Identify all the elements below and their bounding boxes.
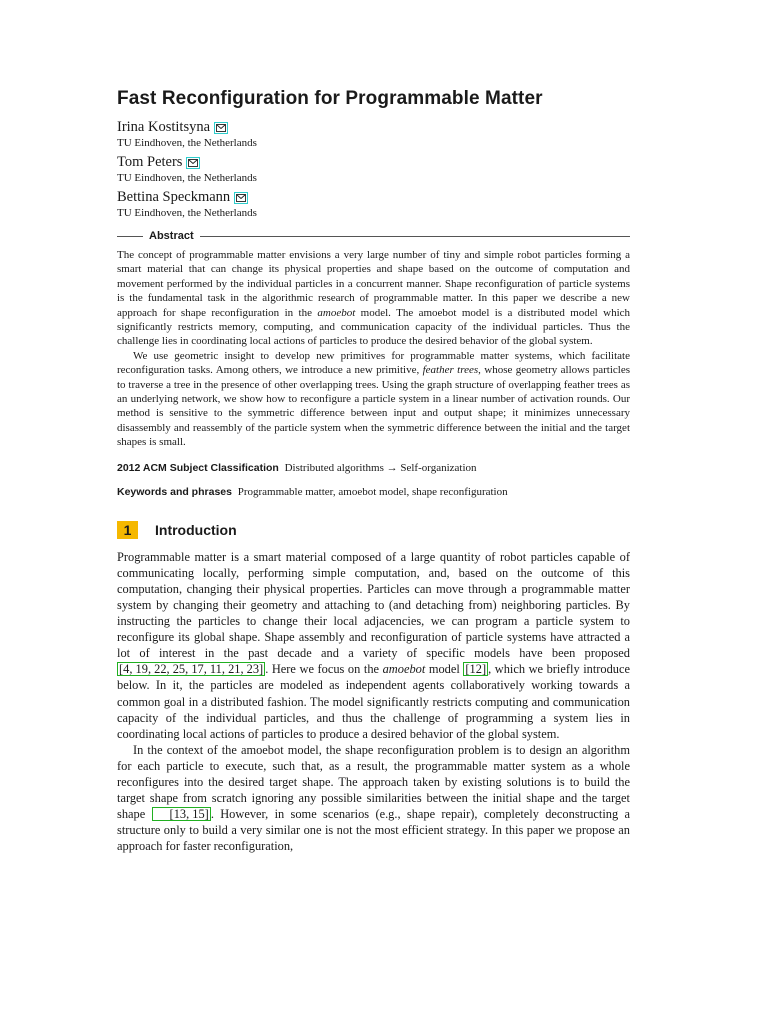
paper-title: Fast Reconfiguration for Programmable Matter (117, 88, 543, 109)
author-name-text: Tom Peters (117, 154, 183, 170)
emphasis: amoebot (317, 306, 356, 319)
citation-link[interactable]: [12] (465, 662, 487, 677)
author-name-text: Bettina Speckmann (117, 189, 231, 205)
intro-body (117, 549, 630, 855)
citation-number[interactable]: 21 (228, 662, 241, 677)
citation-number[interactable]: 13 (173, 807, 187, 822)
abstract-paragraph (117, 349, 630, 450)
text-run: . Here we focus on the (265, 662, 383, 677)
text-run: . However, in some scenarios (e.g., shape repair), completely deconstructing a structure only to build a very similar one is not the most efficient strategy. In this paper we propose an approach for faster reconfiguration, (117, 807, 631, 854)
author-name (117, 189, 630, 206)
abstract-paragraph (117, 248, 630, 349)
acm-value: Distributed algorithms → Self-organization (284, 461, 477, 474)
author-name-text: Irina Kostitsyna (117, 119, 211, 135)
author-affiliation: TU Eindhoven, the Netherlands (117, 137, 257, 149)
citation-number[interactable]: 15 (192, 807, 205, 822)
paper-page (117, 88, 630, 854)
citation-number[interactable]: 11 (209, 662, 222, 677)
text-run: In the context of the amoebot model, the shape reconfiguration problem is to design an algorithm for each particle to execute, such that, as a result, the programmable matter system as a whole reconfigures into the desired target shape. The approach taken by existing solutions is to build the target shape from scratch ignoring any possible similarities between the initial shape and the target shape (117, 742, 630, 822)
emphasis: amoebot (382, 662, 426, 677)
text-run: Programmable matter is a smart material composed of a large quantity of robot particles capable of communicating locally, performing simple computation, and, based on the outcome of this computation, changing their physical properties. Particles can move through a programmable matter system by changing their geometry and attaching to (and detaching from) neighboring particles. By instructing the particles to change their local adjacencies, we can program a particle system to reconfigure its global shape. Shape assembly and reconfiguration of particle systems have attracted a lot of interest in the past decade and a variety of specific models have been proposed (117, 549, 630, 661)
text-run: The concept of programmable matter envisions a very large number of tiny and simple robot particles forming a smart material that can change its physical properties and shape based on the outcome of computation and movement performed by the individual particles in a concurrent manner. Shape reconfiguration of particle systems is the fundamental task in the algorithmic research of programmable matter. In this paper we describe a new approach for shape reconfiguration in the (117, 249, 630, 319)
citation-number[interactable]: 4 (123, 662, 130, 677)
section-heading (117, 521, 630, 539)
text-run: model (425, 662, 464, 677)
citation-link[interactable]: [13, 15] (152, 807, 211, 821)
author-block (117, 154, 630, 185)
author-block (117, 189, 630, 220)
acm-label: 2012 ACM Subject Classification (117, 461, 279, 474)
citation-number[interactable]: 25 (172, 662, 186, 677)
abstract-heading: Abstract (149, 230, 194, 242)
text-run: We use geometric insight to develop new primitives for programmable matter systems, which facilitate reconfiguration tasks. Among others, we introduce a new primitive, (117, 349, 630, 377)
section-number: 1 (117, 521, 138, 539)
author-affiliation: TU Eindhoven, the Netherlands (117, 172, 257, 184)
author-name (117, 119, 630, 136)
body-paragraph (117, 742, 630, 855)
keywords-label: Keywords and phrases (117, 485, 232, 498)
author-block (117, 119, 630, 150)
envelope-icon[interactable] (234, 192, 248, 204)
emphasis: feather trees (422, 364, 479, 377)
envelope-icon[interactable] (186, 157, 200, 169)
abstract-divider (117, 230, 630, 242)
keywords (117, 485, 630, 499)
citation-number[interactable]: 19 (135, 662, 148, 677)
keywords-value: Programmable matter, amoebot model, shape reconfiguration (237, 485, 508, 498)
text-run: , which we briefly introduce below. In it, the particles are modeled as independent agents collaboratively working towards a common goal in a distributed fashion. The model significantly restricts computing and communication capacity of the individual particles, and thus the challenge of programming a system lies in coordinating local actions of particles to produce a desired behavior of the global system. (117, 662, 631, 741)
abstract-body (117, 248, 630, 450)
citation-link[interactable]: [4, 19, 22, 25, 17, 11, 21, 23] (119, 662, 264, 677)
text-run: model. The amoebot model is a distributed model which significantly restricts memory, computing, and communication capacity of the individual particles. Thus the challenge lies in coordinating local actions of particles to produce the desired behavior of the global system. (117, 306, 631, 348)
body-paragraph (117, 549, 630, 742)
acm-classification (117, 461, 630, 475)
divider-line (117, 236, 143, 237)
citation-number[interactable]: 12 (469, 662, 482, 677)
author-affiliation: TU Eindhoven, the Netherlands (117, 207, 257, 219)
envelope-icon[interactable] (214, 122, 228, 134)
citation-number[interactable]: 17 (191, 662, 204, 677)
text-run: , whose geometry allows particles to traverse a tree in the presence of other overlapping trees. Using the graph structure of overlapping feather trees as an underlying network, we show how to reconfigure a particle system in a linear number of activation rounds. Our method is sensitive to the symmetric difference between input and output shape; it minimizes unnecessary disassembly and reassembly of the particle system when the symmetric difference between the initial and the target shapes is small. (117, 364, 630, 449)
section-title: Introduction (155, 521, 237, 538)
divider-line (200, 236, 630, 237)
citation-number[interactable]: 22 (154, 662, 167, 677)
citation-number[interactable]: 23 (246, 662, 260, 677)
author-name (117, 154, 630, 171)
